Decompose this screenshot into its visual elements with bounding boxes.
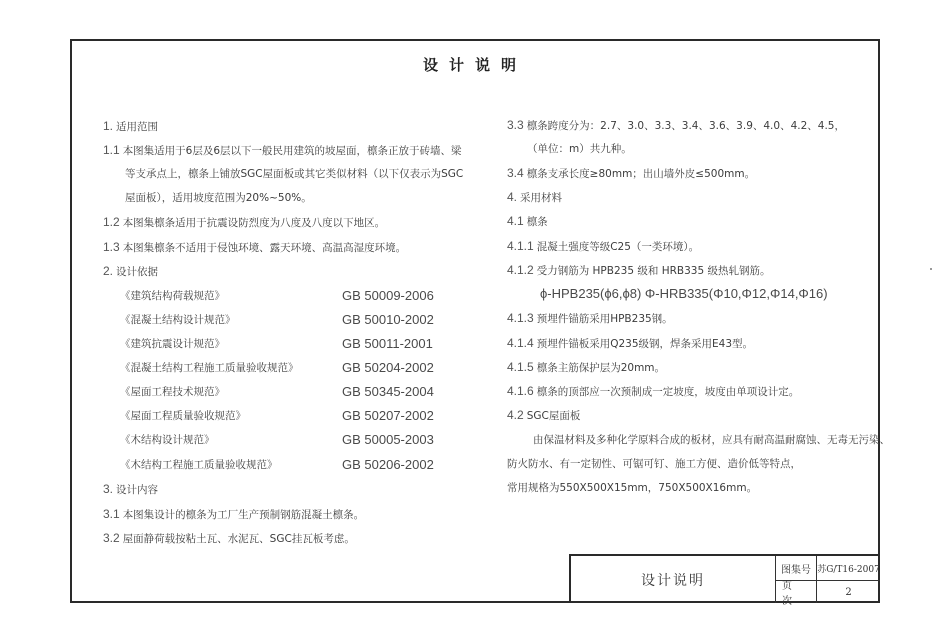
clause-4-1: 4.1 檩条: [507, 214, 548, 228]
standard-name: 《混凝土结构工程施工质量验收规范》: [120, 362, 299, 374]
clause-1-1-cont: 等支承点上，檩条上铺放SGC屋面板或其它类似材料（以下仅表示为SGC: [125, 168, 464, 180]
standard-name: 《木结构工程施工质量验收规范》: [120, 459, 278, 471]
atlas-number-label: 图集号: [776, 556, 817, 581]
title-block-drawing-name: 设计说明: [571, 556, 776, 603]
standard-code: GB 50005-2003: [342, 432, 434, 447]
clause-4-2: 4.2 SGC屋面板: [507, 408, 581, 422]
standard-name: 《屋面工程技术规范》: [120, 386, 225, 398]
section-3-heading: 3. 设计内容: [103, 482, 159, 496]
clause-1-1: 1.1 本图集适用于6层及6层以下一般民用建筑的坡屋面，檩条正放于砖墙、梁: [103, 143, 462, 157]
sgc-sizes: 常用规格为550X500X15mm，750X500X16mm。: [507, 482, 758, 494]
clause-1-1-cont2: 屋面板），适用坡度范围为20%~50%。: [125, 192, 312, 204]
title-block: [569, 554, 880, 607]
standard-name: 《木结构设计规范》: [120, 434, 215, 446]
clause-4-1-4: 4.1.4 预埋件锚板采用Q235级钢，焊条采用E43型。: [507, 336, 754, 350]
clause-3-1: 3.1 本图集设计的檩条为工厂生产预制钢筋混凝土檩条。: [103, 507, 365, 521]
page-label: 页 次: [776, 581, 817, 603]
standard-code: GB 50011-2001: [342, 336, 433, 351]
clause-4-1-3: 4.1.3 预埋件锚筋采用HPB235钢。: [507, 311, 673, 325]
clause-4-1-1: 4.1.1 混凝土强度等级C25（一类环境）。: [507, 239, 700, 253]
standard-name: 《建筑抗震设计规范》: [120, 338, 225, 350]
sgc-description-cont: 防火防水、有一定韧性、可锯可钉、施工方便、造价低等特点，: [507, 458, 801, 470]
standard-code: GB 50206-2002: [342, 457, 434, 472]
atlas-number: 苏G/T16-2007: [817, 556, 880, 581]
clause-4-1-6: 4.1.6 檩条的顶部应一次预制成一定坡度，坡度由单项设计定。: [507, 384, 800, 398]
clause-4-1-5: 4.1.5 檩条主筋保护层为20mm。: [507, 360, 666, 374]
standard-name: 《混凝土结构设计规范》: [120, 314, 236, 326]
standard-code: GB 50009-2006: [342, 288, 434, 303]
clause-3-4: 3.4 檩条支承长度≥80mm；出山墙外皮≤500mm。: [507, 166, 756, 180]
standard-name: 《建筑结构荷载规范》: [120, 290, 225, 302]
section-4-heading: 4. 采用材料: [507, 190, 563, 204]
clause-1-3: 1.3 本图集檩条不适用于侵蚀环境、露天环境、高温高湿度环境。: [103, 240, 407, 254]
clause-3-3: 3.3 檩条跨度分为：2.7、3.0、3.3、3.4、3.6、3.9、4.0、4.2、4.5，: [507, 118, 845, 132]
standard-code: GB 50204-2002: [342, 360, 434, 375]
page-title: 设计说明: [422, 56, 527, 74]
section-2-heading: 2. 设计依据: [103, 264, 159, 278]
clause-4-1-2: 4.1.2 受力钢筋为 HPB235 级和 HRB335 级热轧钢筋。: [507, 263, 771, 277]
clause-3-3-cont: （单位：m）共九种。: [527, 143, 632, 155]
scan-speck: [930, 268, 932, 270]
standard-code: GB 50207-2002: [342, 408, 434, 423]
standard-name: 《屋面工程质量验收规范》: [120, 410, 246, 422]
clause-1-2: 1.2 本图集檩条适用于抗震设防烈度为八度及八度以下地区。: [103, 215, 386, 229]
sgc-description: 由保温材料及多种化学原料合成的板材，应具有耐高温耐腐蚀、无毒无污染、: [533, 434, 890, 446]
section-1-heading: 1. 适用范围: [103, 119, 159, 133]
standard-code: GB 50345-2004: [342, 384, 434, 399]
page-number: 2: [845, 586, 852, 598]
standard-code: GB 50010-2002: [342, 312, 434, 327]
clause-3-2: 3.2 屋面静荷载按粘土瓦、水泥瓦、SGC挂瓦板考虑。: [103, 531, 355, 545]
rebar-grades: ϕ-HPB235(ϕ6,ϕ8) Φ-HRB335(Φ10,Φ12,Φ14,Φ16): [540, 286, 828, 301]
